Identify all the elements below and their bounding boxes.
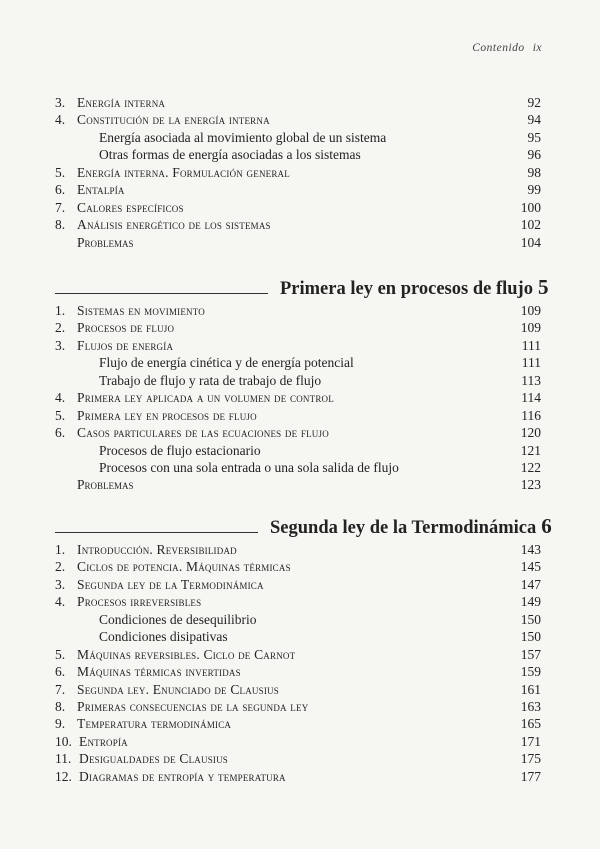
entry-number: 8. <box>55 217 66 233</box>
entry-number: 5. <box>55 164 66 180</box>
toc-entry[interactable] <box>55 593 541 610</box>
entry-title: Energía asociada al movimiento global de un sistema <box>99 129 387 145</box>
entry-page: 147 <box>520 576 541 592</box>
toc-entry[interactable] <box>55 750 541 767</box>
toc-entry[interactable] <box>55 337 541 354</box>
toc-entry[interactable] <box>55 354 541 371</box>
entry-page: 114 <box>521 390 541 406</box>
entry-page: 157 <box>520 646 541 662</box>
toc-entry[interactable] <box>55 576 541 593</box>
toc-entry[interactable] <box>55 146 541 163</box>
entry-title: Entropía <box>79 733 128 749</box>
entry-title: Ciclos de potencia. Máquinas térmicas <box>77 559 291 575</box>
entry-number: 1. <box>55 303 66 318</box>
entry-page: 171 <box>520 733 541 749</box>
entry-title: Constitución de la energía interna <box>77 112 270 128</box>
toc-entry[interactable] <box>55 768 541 785</box>
entry-number: 1. <box>55 542 66 557</box>
entry-page: 123 <box>520 477 541 493</box>
running-header <box>464 42 542 54</box>
toc-entry[interactable] <box>55 424 541 441</box>
entry-title: Entalpía <box>77 182 125 198</box>
entry-page: 165 <box>520 716 541 732</box>
entry-page: 113 <box>521 372 541 388</box>
entry-title: Procesos de flujo <box>77 320 175 336</box>
toc-entry[interactable] <box>55 181 541 198</box>
entry-title: Máquinas reversibles. Ciclo de Carnot <box>77 646 296 662</box>
entry-title: Energía interna. Formulación general <box>77 164 290 180</box>
chapter-heading <box>55 274 549 300</box>
entry-number: 8. <box>55 698 66 714</box>
entry-page: 95 <box>527 129 541 145</box>
chapter-number: 6 <box>541 514 552 538</box>
entry-page: 96 <box>527 147 541 163</box>
entry-page: 94 <box>527 112 541 128</box>
toc-entry[interactable] <box>55 234 541 251</box>
entry-title: Temperatura termodinámica <box>77 716 232 732</box>
chapter-heading <box>55 513 552 539</box>
entry-number: 9. <box>55 716 66 732</box>
entry-page: 149 <box>520 594 541 610</box>
entry-page: 98 <box>527 164 541 180</box>
entry-number: 2. <box>55 320 66 336</box>
entry-title: Máquinas térmicas invertidas <box>77 664 241 680</box>
toc-entry[interactable] <box>55 111 541 128</box>
toc-entry[interactable] <box>55 459 541 476</box>
chapter-title: Segunda ley de la Termodinámica <box>270 518 537 538</box>
entry-number: 4. <box>55 112 66 128</box>
toc-entry[interactable] <box>55 129 541 146</box>
entry-page: 159 <box>520 664 541 680</box>
toc-entry[interactable] <box>55 715 541 732</box>
toc-entry[interactable] <box>55 733 541 750</box>
entry-title: Calores específicos <box>77 199 184 215</box>
entry-title: Sistemas en movimiento <box>77 303 205 318</box>
toc-entry[interactable] <box>55 199 541 216</box>
entry-page: 109 <box>520 303 541 318</box>
entry-number: 6. <box>55 425 66 441</box>
entry-title: Flujo de energía cinética y de energía potencial <box>99 355 354 371</box>
toc-entry[interactable] <box>55 407 541 424</box>
entry-page: 163 <box>520 698 541 714</box>
page-number: ix <box>532 42 542 54</box>
entry-page: 150 <box>520 611 541 627</box>
entry-page: 161 <box>520 681 541 697</box>
entry-page: 145 <box>520 559 541 575</box>
toc-entry[interactable] <box>55 372 541 389</box>
entry-title: Primeras consecuencias de la segunda ley <box>77 698 309 714</box>
entry-page: 116 <box>521 407 541 423</box>
toc-entry[interactable] <box>55 442 541 459</box>
entry-title: Procesos con una sola entrada o una sola salida de flujo <box>99 459 399 475</box>
entry-page: 102 <box>520 217 541 233</box>
entry-title: Condiciones de desequilibrio <box>99 611 257 627</box>
entry-title: Condiciones disipativas <box>99 629 228 645</box>
toc-entry[interactable] <box>55 681 541 698</box>
entry-page: 92 <box>527 95 541 110</box>
heading-rule <box>55 532 258 533</box>
entry-page: 120 <box>520 425 541 441</box>
entry-number: 2. <box>55 559 66 575</box>
entry-title: Procesos irreversibles <box>77 594 202 610</box>
entry-page: 104 <box>520 234 541 250</box>
toc-entry[interactable] <box>55 164 541 181</box>
toc-entry[interactable] <box>55 558 541 575</box>
entry-page: 111 <box>521 355 541 371</box>
entry-number: 12. <box>55 768 72 784</box>
entry-title: Trabajo de flujo y rata de trabajo de flujo <box>99 372 322 388</box>
toc-section-chapter-5 <box>55 274 549 494</box>
entry-title: Problemas <box>77 477 134 493</box>
entry-title: Energía interna <box>77 95 166 110</box>
toc-entry[interactable] <box>55 302 541 319</box>
entry-page: 121 <box>520 442 541 458</box>
chapter-number: 5 <box>537 275 549 299</box>
entry-title: Otras formas de energía asociadas a los sistemas <box>99 147 361 163</box>
entry-number: 4. <box>55 594 66 610</box>
entry-number: 3. <box>55 576 66 592</box>
entry-page: 100 <box>520 199 541 215</box>
entry-title: Análisis energético de los sistemas <box>77 217 271 233</box>
toc-section-chapter-6 <box>55 513 552 785</box>
entry-title: Primera ley en procesos de flujo <box>77 407 257 423</box>
entry-number: 4. <box>55 390 66 406</box>
toc-entry[interactable] <box>55 541 541 558</box>
entry-number: 7. <box>55 199 66 215</box>
entry-number: 10. <box>55 733 72 749</box>
entry-title: Desigualdades de Clausius <box>79 751 229 767</box>
toc-entry[interactable] <box>55 611 541 628</box>
chapter-title: Primera ley en procesos de flujo <box>280 279 533 299</box>
entry-page: 109 <box>520 320 541 336</box>
entry-page: 150 <box>520 629 541 645</box>
entry-number: 3. <box>55 337 66 353</box>
entry-page: 99 <box>527 182 541 198</box>
entry-page: 175 <box>520 751 541 767</box>
toc-entry[interactable] <box>55 698 541 715</box>
entry-page: 122 <box>520 459 541 475</box>
entry-page: 111 <box>521 337 541 353</box>
toc-entry[interactable] <box>55 646 541 663</box>
entry-number: 5. <box>55 646 66 662</box>
entry-number: 5. <box>55 407 66 423</box>
entry-title: Segunda ley. Enunciado de Clausius <box>77 681 279 697</box>
entry-title: Introducción. Reversibilidad <box>77 542 237 557</box>
toc-section-continued <box>55 94 541 251</box>
heading-rule <box>55 293 268 294</box>
entry-title: Primera ley aplicada a un volumen de control <box>77 390 334 406</box>
entry-page: 143 <box>520 542 541 557</box>
entry-number: 7. <box>55 681 66 697</box>
entry-number: 6. <box>55 182 66 198</box>
entry-title: Flujos de energía <box>77 337 174 353</box>
entry-title: Procesos de flujo estacionario <box>99 442 261 458</box>
entry-number: 11. <box>55 751 72 767</box>
running-title: Contenido <box>472 42 525 54</box>
toc-entry[interactable] <box>55 389 541 406</box>
toc-entry[interactable] <box>55 628 541 645</box>
entry-page: 177 <box>520 768 541 784</box>
toc-entry[interactable] <box>55 94 541 111</box>
entry-title: Problemas <box>77 234 134 250</box>
entry-title: Diagramas de entropía y temperatura <box>79 768 286 784</box>
entry-number: 6. <box>55 664 66 680</box>
entry-title: Segunda ley de la Termodinámica <box>77 576 264 592</box>
toc-entry[interactable] <box>55 216 541 233</box>
toc-entry[interactable] <box>55 476 541 493</box>
entry-number: 3. <box>55 95 66 110</box>
entry-title: Casos particulares de las ecuaciones de flujo <box>77 425 329 441</box>
toc-entry[interactable] <box>55 319 541 336</box>
toc-entry[interactable] <box>55 663 541 680</box>
